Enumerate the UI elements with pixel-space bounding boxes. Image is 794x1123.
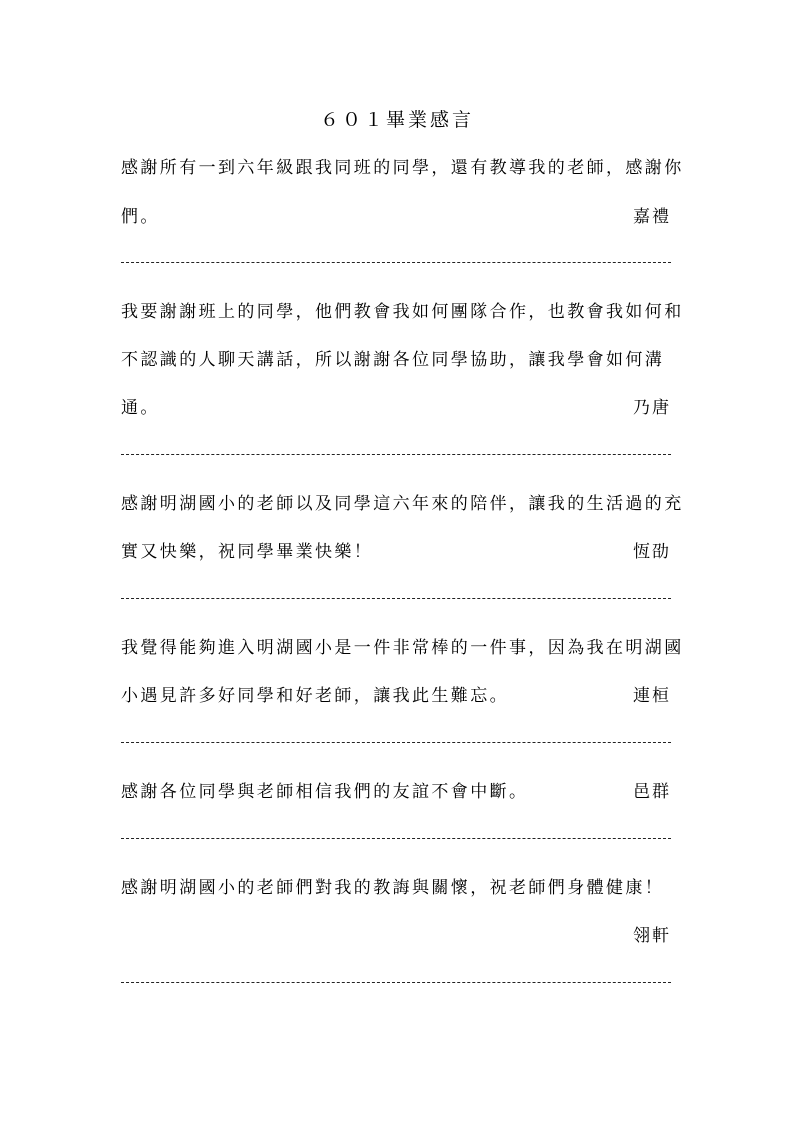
separator-1 xyxy=(121,262,671,263)
entry-4-line-1: 我覺得能夠進入明湖國小是一件非常棒的一件事，因為我在明湖國 xyxy=(121,638,684,658)
separator-3 xyxy=(121,598,671,599)
entry-3-author: 恆劭 xyxy=(633,542,671,562)
entry-1-author: 嘉禮 xyxy=(633,207,671,227)
entry-4-line-2: 小遇見許多好同學和好老師，讓我此生難忘。 xyxy=(121,686,509,706)
entry-6-author: 翎軒 xyxy=(633,926,671,946)
document-title: ６０１畢業感言 xyxy=(319,109,474,131)
separator-5 xyxy=(121,838,671,839)
entry-4-author: 連桓 xyxy=(633,686,671,706)
entry-3-line-2: 實又快樂，祝同學畢業快樂！ xyxy=(121,542,374,562)
entry-5-line-1: 感謝各位同學與老師相信我們的友誼不會中斷。 xyxy=(121,782,529,802)
separator-2 xyxy=(121,454,671,455)
entry-3-line-1: 感謝明湖國小的老師以及同學這六年來的陪伴，讓我的生活過的充 xyxy=(121,494,684,514)
entry-2-author: 乃唐 xyxy=(633,398,671,418)
entry-2-line-1: 我要謝謝班上的同學，他們教會我如何團隊合作，也教會我如何和 xyxy=(121,302,684,322)
entry-1-line-1: 感謝所有一到六年級跟我同班的同學，還有教導我的老師，感謝你 xyxy=(121,158,684,178)
separator-6 xyxy=(121,982,671,983)
entry-5-author: 邑群 xyxy=(633,782,671,802)
separator-4 xyxy=(121,742,671,743)
entry-6-line-1: 感謝明湖國小的老師們對我的教誨與關懷，祝老師們身體健康！ xyxy=(121,878,665,898)
entry-2-line-2: 不認識的人聊天講話，所以謝謝各位同學協助，讓我學會如何溝 xyxy=(121,350,665,370)
entry-2-line-3: 通。 xyxy=(121,398,160,418)
entry-1-line-2: 們。 xyxy=(121,207,160,227)
